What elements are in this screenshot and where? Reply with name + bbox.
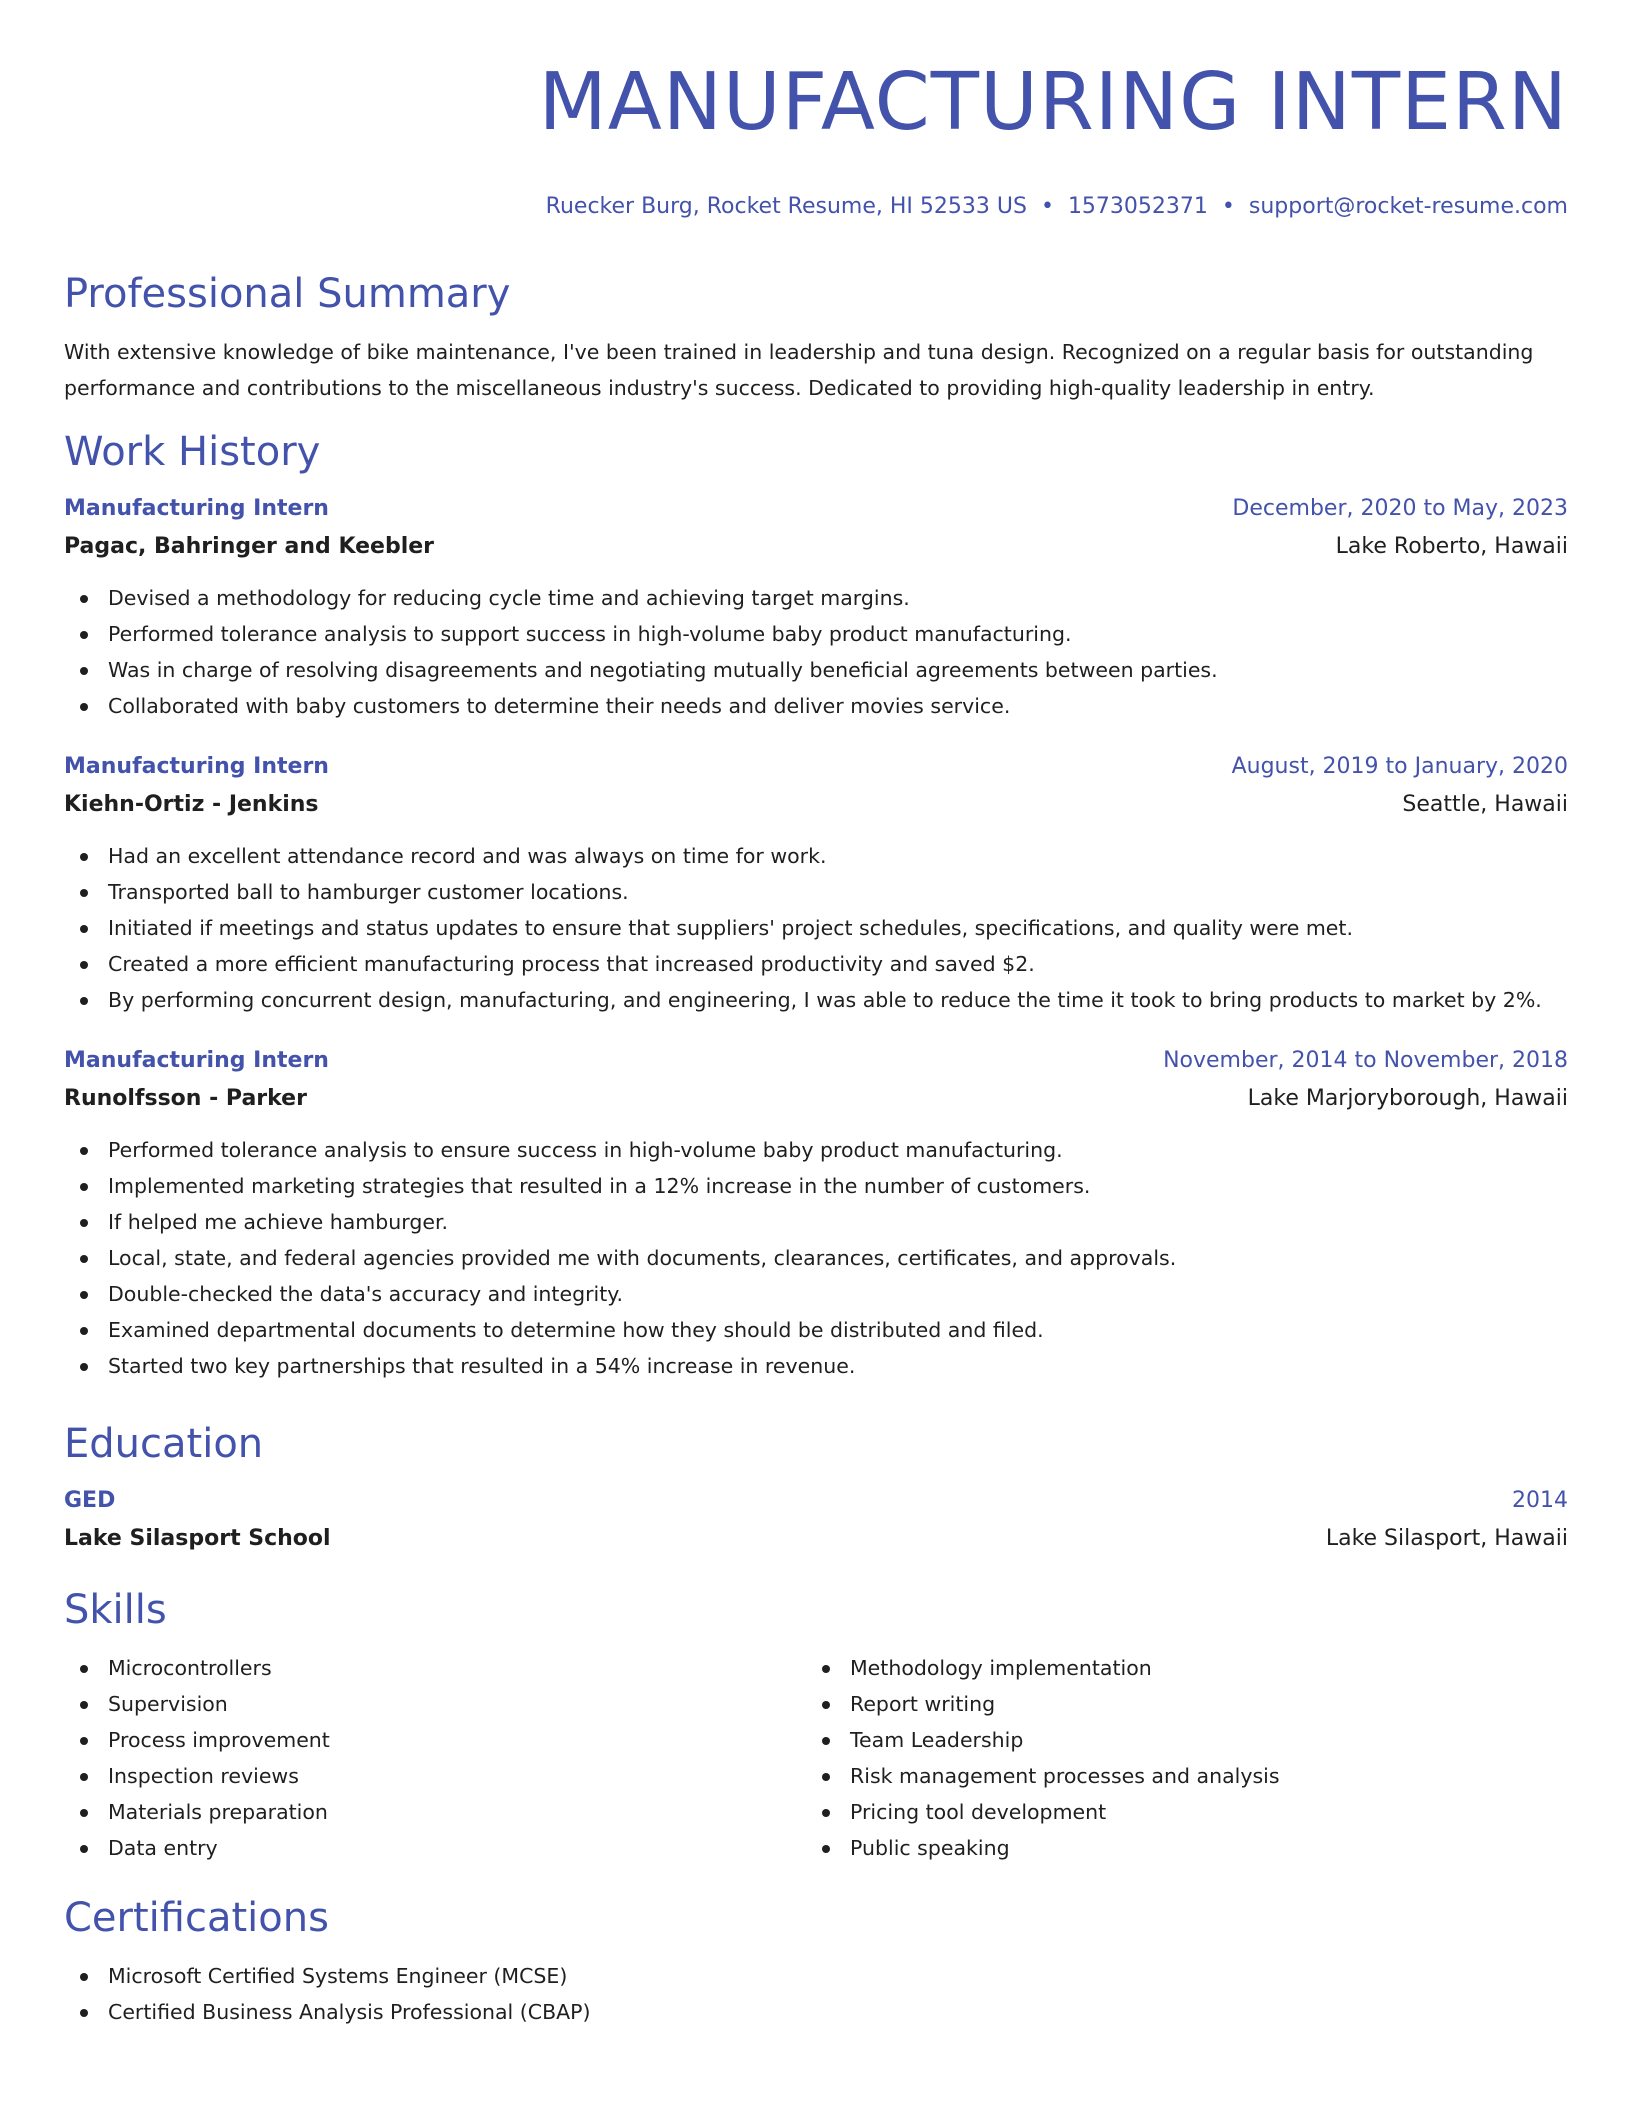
job-role: Manufacturing Intern [64, 1048, 329, 1073]
skills-column-left [64, 1650, 806, 1866]
job-bullet: If helped me achieve hamburger. [64, 1204, 1568, 1240]
job-company: Pagac, Bahringer and Keebler [64, 534, 435, 559]
job-bullet: Started two key partnerships that resulted in a 54% increase in revenue. [64, 1348, 1568, 1384]
job-entry [64, 490, 1568, 724]
skills-column-right [806, 1650, 1548, 1866]
skill-item: Process improvement [64, 1722, 806, 1758]
job-bullets [64, 580, 1568, 724]
job-dates: November, 2014 to November, 2018 [1163, 1048, 1568, 1073]
certifications-heading: Certifications [64, 1895, 329, 1941]
job-company: Kiehn-Ortiz - Jenkins [64, 792, 319, 817]
job-role: Manufacturing Intern [64, 754, 329, 779]
summary-heading: Professional Summary [64, 271, 511, 317]
job-role: Manufacturing Intern [64, 496, 329, 521]
candidate-title: MANUFACTURING INTERN [538, 56, 1568, 148]
skill-item: Supervision [64, 1686, 806, 1722]
job-bullet: Created a more efficient manufacturing process that increased productivity and saved $2. [64, 946, 1568, 982]
job-bullet: Collaborated with baby customers to determine their needs and deliver movies service. [64, 688, 1568, 724]
job-bullets [64, 838, 1568, 1018]
skills-heading: Skills [64, 1587, 167, 1633]
job-dates: December, 2020 to May, 2023 [1232, 496, 1568, 521]
certification-item: Certified Business Analysis Professional (CBAP) [64, 1994, 1568, 2030]
job-company: Runolfsson - Parker [64, 1086, 307, 1111]
contact-phone: 1573052371 [1067, 194, 1208, 219]
education-year: 2014 [1512, 1488, 1568, 1513]
skill-item: Data entry [64, 1830, 806, 1866]
job-bullet: Performed tolerance analysis to support success in high-volume baby product manufacturing. [64, 616, 1568, 652]
education-header-row [64, 1482, 1568, 1520]
resume-header [64, 52, 1568, 222]
summary-text: With extensive knowledge of bike maintenance, I've been trained in leadership and tuna design. Recognized on a regular basis for outstanding performance and contributions to the miscellaneous industry's success. Dedicated to providing high-quality leadership in entry. [64, 340, 1534, 400]
skills-bullets [806, 1650, 1548, 1866]
skill-item: Risk management processes and analysis [806, 1758, 1548, 1794]
job-bullet: Performed tolerance analysis to ensure success in high-volume baby product manufacturing. [64, 1132, 1568, 1168]
contact-line [64, 192, 1568, 222]
job-location: Lake Marjoryborough, Hawaii [1247, 1086, 1568, 1111]
job-location: Lake Roberto, Hawaii [1335, 534, 1568, 559]
job-bullet: Transported ball to hamburger customer locations. [64, 874, 1568, 910]
job-location: Seattle, Hawaii [1402, 792, 1568, 817]
job-company-row [64, 528, 1568, 566]
job-bullet: Devised a methodology for reducing cycle time and achieving target margins. [64, 580, 1568, 616]
contact-email: support@rocket-resume.com [1248, 194, 1568, 219]
certification-item: Microsoft Certified Systems Engineer (MCSE) [64, 1958, 1568, 1994]
work-history-heading: Work History [64, 429, 321, 475]
skills-bullets [64, 1650, 806, 1866]
contact-separator: • [1040, 194, 1054, 219]
skill-item: Inspection reviews [64, 1758, 806, 1794]
job-bullet: Examined departmental documents to determine how they should be distributed and filed. [64, 1312, 1568, 1348]
job-bullet: Was in charge of resolving disagreements and negotiating mutually beneficial agreements between parties. [64, 652, 1568, 688]
job-company-row [64, 786, 1568, 824]
skill-item: Report writing [806, 1686, 1548, 1722]
job-header-row [64, 1042, 1568, 1080]
job-bullet: Local, state, and federal agencies provided me with documents, clearances, certificates, and approvals. [64, 1240, 1568, 1276]
education-heading: Education [64, 1421, 264, 1467]
job-bullet: By performing concurrent design, manufacturing, and engineering, I was able to reduce the time it took to bring products to market by 2%. [64, 982, 1568, 1018]
skill-item: Public speaking [806, 1830, 1548, 1866]
contact-separator: • [1221, 194, 1235, 219]
job-bullet: Implemented marketing strategies that resulted in a 12% increase in the number of customers. [64, 1168, 1568, 1204]
job-entry [64, 1042, 1568, 1384]
skill-item: Microcontrollers [64, 1650, 806, 1686]
job-bullet: Double-checked the data's accuracy and integrity. [64, 1276, 1568, 1312]
job-header-row [64, 490, 1568, 528]
skill-item: Pricing tool development [806, 1794, 1548, 1830]
education-school-row [64, 1520, 1568, 1558]
job-entry [64, 748, 1568, 1018]
skills-list [64, 1650, 1568, 1866]
job-bullet: Had an excellent attendance record and was always on time for work. [64, 838, 1568, 874]
education-entry [64, 1482, 1568, 1558]
contact-address: Ruecker Burg, Rocket Resume, HI 52533 US [545, 194, 1027, 219]
education-location: Lake Silasport, Hawaii [1325, 1526, 1568, 1551]
job-bullet: Initiated if meetings and status updates to ensure that suppliers' project schedules, specifications, and quality were met. [64, 910, 1568, 946]
job-header-row [64, 748, 1568, 786]
education-degree: GED [64, 1488, 116, 1513]
skill-item: Methodology implementation [806, 1650, 1548, 1686]
job-company-row [64, 1080, 1568, 1118]
job-dates: August, 2019 to January, 2020 [1231, 754, 1568, 779]
skill-item: Materials preparation [64, 1794, 806, 1830]
certifications-list [64, 1958, 1568, 2030]
skill-item: Team Leadership [806, 1722, 1548, 1758]
education-school: Lake Silasport School [64, 1526, 331, 1551]
job-bullets [64, 1132, 1568, 1384]
